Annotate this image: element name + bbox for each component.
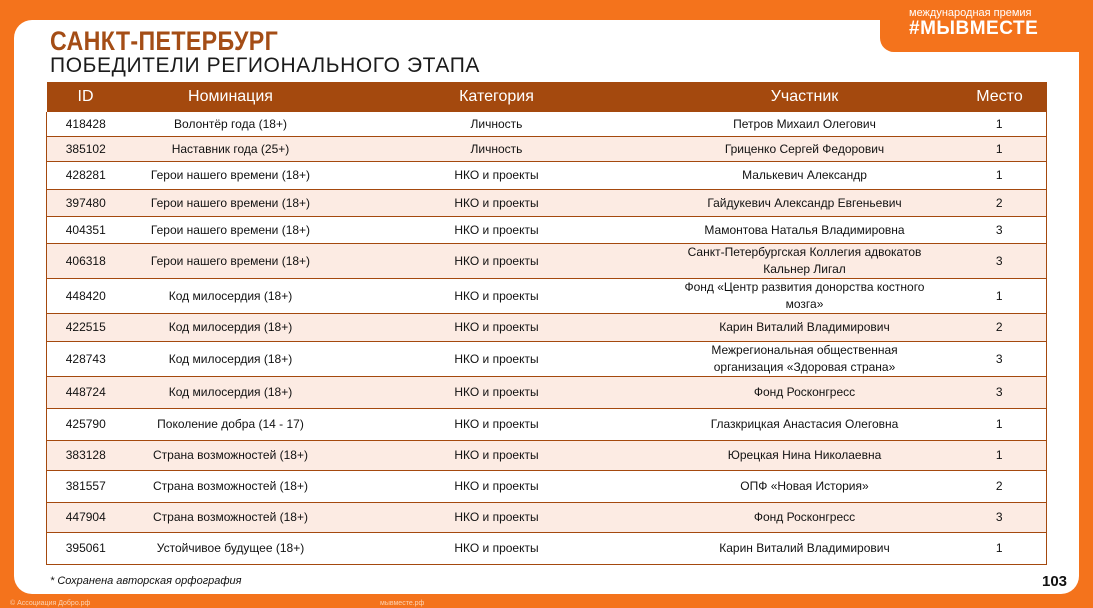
- cell-participant: Гриценко Сергей Федорович: [657, 137, 953, 162]
- column-header-id: ID: [47, 82, 125, 112]
- award-badge-caption: международная премия: [909, 7, 1032, 19]
- cell-category: Личность: [337, 137, 657, 162]
- table-header-row: [47, 82, 1047, 112]
- table-row: [47, 217, 1047, 244]
- table-row: [47, 342, 1047, 377]
- cell-place: 2: [953, 314, 1047, 342]
- cell-nomination: Код милосердия (18+): [125, 279, 337, 314]
- cell-place: 3: [953, 377, 1047, 409]
- cell-place: 3: [953, 244, 1047, 279]
- cell-id: 425790: [47, 409, 125, 441]
- cell-nomination: Код милосердия (18+): [125, 377, 337, 409]
- cell-id: 383128: [47, 441, 125, 471]
- table-row: [47, 471, 1047, 503]
- cell-place: 2: [953, 471, 1047, 503]
- cell-participant: Петров Михаил Олегович: [657, 112, 953, 137]
- cell-category: НКО и проекты: [337, 441, 657, 471]
- table-row: [47, 409, 1047, 441]
- cell-id: 448724: [47, 377, 125, 409]
- cell-nomination: Герои нашего времени (18+): [125, 217, 337, 244]
- cell-category: НКО и проекты: [337, 244, 657, 279]
- cell-id: 395061: [47, 533, 125, 565]
- city-title: САНКТ-ПЕТЕРБУРГ: [50, 26, 279, 56]
- cell-participant: ОПФ «Новая История»: [657, 471, 953, 503]
- table-row: [47, 533, 1047, 565]
- cell-nomination: Код милосердия (18+): [125, 314, 337, 342]
- cell-nomination: Наставник года (25+): [125, 137, 337, 162]
- table-row: [47, 190, 1047, 217]
- cell-nomination: Устойчивое будущее (18+): [125, 533, 337, 565]
- cell-participant: Карин Виталий Владимирович: [657, 533, 953, 565]
- cell-id: 385102: [47, 137, 125, 162]
- table-row: [47, 244, 1047, 279]
- cell-participant: Фонд Росконгресс: [657, 377, 953, 409]
- table-row: [47, 377, 1047, 409]
- cell-id: 422515: [47, 314, 125, 342]
- cell-id: 397480: [47, 190, 125, 217]
- cell-category: НКО и проекты: [337, 471, 657, 503]
- cell-place: 1: [953, 112, 1047, 137]
- column-header-place: Место: [953, 82, 1047, 112]
- cell-category: НКО и проекты: [337, 409, 657, 441]
- table-row: [47, 503, 1047, 533]
- cell-place: 1: [953, 533, 1047, 565]
- cell-place: 3: [953, 342, 1047, 377]
- cell-place: 1: [953, 409, 1047, 441]
- page-number: 103: [1042, 573, 1068, 590]
- cell-place: 1: [953, 162, 1047, 190]
- cell-participant: Фонд Росконгресс: [657, 503, 953, 533]
- cell-category: НКО и проекты: [337, 190, 657, 217]
- column-header-nomination: Номинация: [125, 82, 337, 112]
- cell-category: НКО и проекты: [337, 162, 657, 190]
- cell-participant: Фонд «Центр развития донорства костного мозга»: [657, 279, 953, 314]
- cell-place: 3: [953, 503, 1047, 533]
- cell-participant: Межрегиональная общественная организация «Здоровая страна»: [657, 342, 953, 377]
- cell-category: НКО и проекты: [337, 342, 657, 377]
- cell-participant: Гайдукевич Александр Евгеньевич: [657, 190, 953, 217]
- cell-place: 3: [953, 217, 1047, 244]
- column-header-participant: Участник: [657, 82, 953, 112]
- footer-site: мывместе.рф: [380, 600, 425, 607]
- cell-nomination: Герои нашего времени (18+): [125, 162, 337, 190]
- cell-participant: Карин Виталий Владимирович: [657, 314, 953, 342]
- cell-place: 1: [953, 279, 1047, 314]
- cell-nomination: Страна возможностей (18+): [125, 471, 337, 503]
- cell-category: НКО и проекты: [337, 503, 657, 533]
- cell-nomination: Страна возможностей (18+): [125, 503, 337, 533]
- table-row: [47, 162, 1047, 190]
- cell-category: НКО и проекты: [337, 533, 657, 565]
- cell-nomination: Герои нашего времени (18+): [125, 244, 337, 279]
- cell-place: 1: [953, 441, 1047, 471]
- cell-id: 448420: [47, 279, 125, 314]
- table-row: [47, 279, 1047, 314]
- cell-participant: Малькевич Александр: [657, 162, 953, 190]
- cell-id: 428743: [47, 342, 125, 377]
- cell-nomination: Поколение добра (14 - 17): [125, 409, 337, 441]
- cell-nomination: Код милосердия (18+): [125, 342, 337, 377]
- cell-nomination: Герои нашего времени (18+): [125, 190, 337, 217]
- cell-participant: Глазкрицкая Анастасия Олеговна: [657, 409, 953, 441]
- cell-category: Личность: [337, 112, 657, 137]
- table-row: [47, 112, 1047, 137]
- table-row: [47, 137, 1047, 162]
- cell-place: 2: [953, 190, 1047, 217]
- cell-id: 418428: [47, 112, 125, 137]
- winners-table: [46, 82, 1047, 565]
- table-row: [47, 314, 1047, 342]
- cell-id: 406318: [47, 244, 125, 279]
- cell-place: 1: [953, 137, 1047, 162]
- cell-nomination: Страна возможностей (18+): [125, 441, 337, 471]
- cell-category: НКО и проекты: [337, 377, 657, 409]
- cell-id: 381557: [47, 471, 125, 503]
- cell-participant: Санкт-Петербургская Коллегия адвокатов Кальнер Лигал: [657, 244, 953, 279]
- spelling-note: * Сохранена авторская орфография: [50, 575, 242, 587]
- award-badge-hashtag: #МЫВМЕСТЕ: [909, 18, 1039, 39]
- page-subtitle: ПОБЕДИТЕЛИ РЕГИОНАЛЬНОГО ЭТАПА: [50, 54, 481, 77]
- cell-category: НКО и проекты: [337, 279, 657, 314]
- cell-nomination: Волонтёр года (18+): [125, 112, 337, 137]
- cell-category: НКО и проекты: [337, 314, 657, 342]
- cell-id: 428281: [47, 162, 125, 190]
- cell-category: НКО и проекты: [337, 217, 657, 244]
- cell-participant: Юрецкая Нина Николаевна: [657, 441, 953, 471]
- cell-id: 404351: [47, 217, 125, 244]
- table-row: [47, 441, 1047, 471]
- footer-copyright: © Ассоциация Добро.рф: [10, 600, 91, 607]
- cell-id: 447904: [47, 503, 125, 533]
- cell-participant: Мамонтова Наталья Владимировна: [657, 217, 953, 244]
- column-header-category: Категория: [337, 82, 657, 112]
